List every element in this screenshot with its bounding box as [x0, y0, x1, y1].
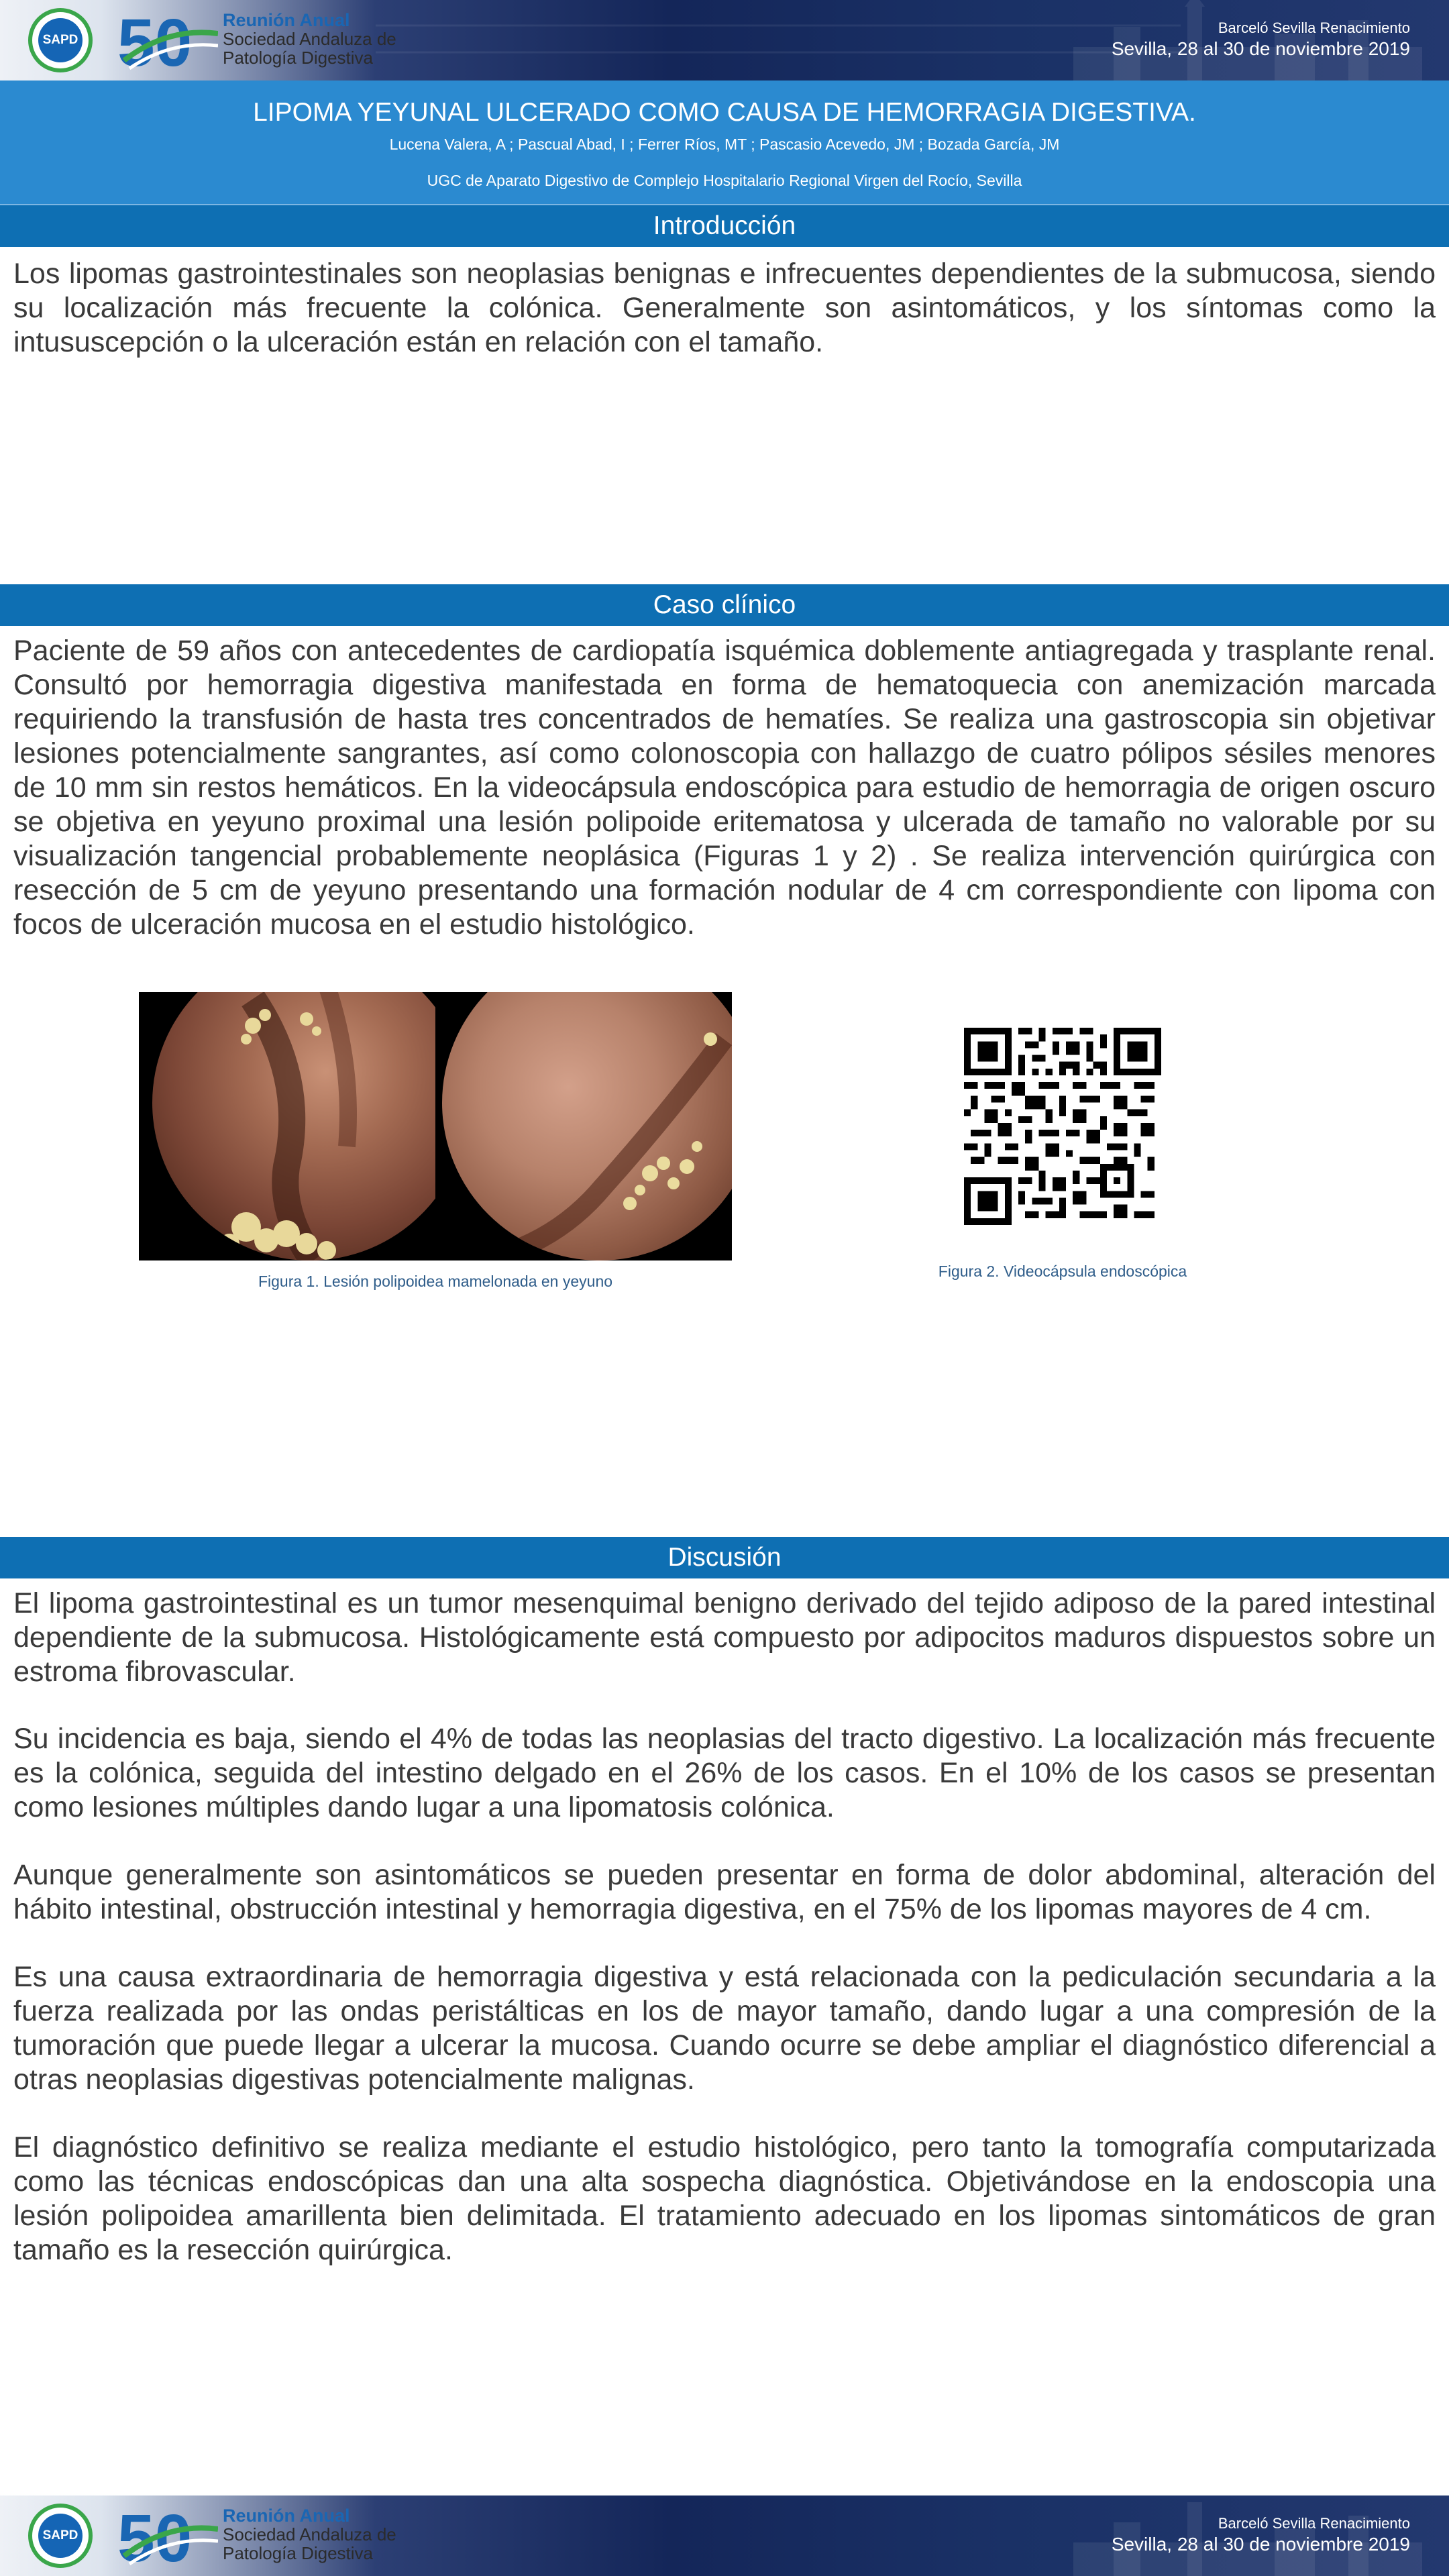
anniversary-number: 50 — [117, 2502, 193, 2569]
poster-authors: Lucena Valera, A ; Pascual Abad, I ; Ferrer Ríos, MT ; Pascasio Acevedo, JM ; Bozada García, JM — [389, 136, 1060, 153]
endoscopy-lens-left — [152, 992, 435, 1260]
sapd-logo-text: SAPD — [38, 18, 83, 62]
discussion-paragraph: El diagnóstico definitivo se realiza mediante el estudio histológico, pero tanto la tomografía computarizada como las técnicas endoscópicas dan una alta sospecha diagnóstica. Objetivándose en la endoscopia una lesión polipoidea amarillenta bien delimitada. El tratamiento adecuado en los lipomas sintomáticos de gran tamaño es la resección quirúrgica. — [13, 2131, 1436, 2266]
mucosa-left-graphic — [152, 992, 435, 1260]
discussion-paragraph: Aunque generalmente son asintomáticos se pueden presentar en forma de dolor abdominal, alteración del hábito intestinal, obstrucción intestinal y hemorragia digestiva, en el 75% de los lipomas mayores de 4 cm. — [13, 1859, 1436, 1925]
venue-dates: Sevilla, 28 al 30 de noviembre 2019 — [1111, 38, 1410, 59]
assoc-line-2: Sociedad Andaluza de — [223, 2524, 396, 2544]
association-name — [223, 11, 396, 67]
endoscopy-view-left — [139, 992, 435, 1260]
discussion-paragraph: Su incidencia es baja, siendo el 4% de todas las neoplasias del tracto digestivo. La localización más frecuente es la colónica, seguida del intestino delgado en el 26% de los casos. En el 10% de los casos se presentan como lesiones múltiples dando lugar a una lipomatosis colónica. — [13, 1723, 1436, 1823]
mucosa-right-graphic — [442, 992, 732, 1260]
discussion-paragraph: Es una causa extraordinaria de hemorragia digestiva y está relacionada con la pediculación secundaria a la fuerza realizada por las ondas peristálticas en los de mayor tamaño, dando lugar a una compresión de la tumoración que puede llegar a ulcerar la mucosa. Cuando ocurre se debe ampliar el diagnóstico diferencial a otras neoplasias digestivas potencialmente malignas. — [13, 1961, 1436, 2096]
venue-dates: Sevilla, 28 al 30 de noviembre 2019 — [1111, 2534, 1410, 2555]
section-heading-intro: Introducción — [0, 205, 1449, 247]
discussion-paragraph: El lipoma gastrointestinal es un tumor mesenquimal benigno derivado del tejido adiposo de la pared intestinal dependiente de la submucosa. Histológicamente está compuesto por adipocitos maduros dispuestos sobre un estroma fibrovascular. — [13, 1587, 1436, 1688]
venue-info — [1112, 2514, 1410, 2556]
venue-info — [1112, 19, 1410, 60]
association-name — [223, 2506, 396, 2563]
intro-text: Los lipomas gastrointestinales son neoplasias benignas e infrecuentes dependientes de la submucosa, siendo su localización más frecuente la colónica. Generalmente son asintomáticos, y los síntomas como la intususcepción o la ulceración están en relación con el tamaño. — [13, 258, 1436, 358]
sapd-logo — [28, 8, 93, 72]
venue-name: Barceló Sevilla Renacimiento — [1218, 19, 1410, 36]
endoscopy-lens-right — [442, 992, 732, 1260]
venue-name: Barceló Sevilla Renacimiento — [1218, 2515, 1410, 2532]
assoc-line-1: Reunión Anual — [223, 10, 350, 30]
figure-1-caption: Figura 1. Lesión polipoidea mamelonada en yeyuno — [258, 1273, 613, 1290]
assoc-line-2: Sociedad Andaluza de — [223, 29, 396, 49]
assoc-line-3: Patología Digestiva — [223, 48, 374, 68]
sapd-logo-text: SAPD — [38, 2514, 83, 2558]
section-heading-discussion: Discusión — [0, 1537, 1449, 1578]
poster-header — [0, 80, 1449, 204]
sapd-logo — [28, 2504, 93, 2568]
case-text: Paciente de 59 años con antecedentes de cardiopatía isquémica doblemente antiagregada y trasplante renal. Consultó por hemorragia digestiva manifestada en forma de hematoquecia con anemización marcada requiriendo la transfusión de hasta tres concentrados de hematíes. Se realiza una gastroscopia sin objetivar lesiones potencialmente sangrantes, así como colonoscopia con hallazgo de cuatro pólipos sésiles menores de 10 mm sin restos hemáticos. En la videocápsula endoscópica para estudio de hemorragia de origen oscuro se objetiva en yeyuno proximal una lesión polipoide eritematosa y ulcerada de tamaño no valorable por su visualización tangencial probablemente neoplásica (Figuras 1 y 2) . Se realiza intervención quirúrgica con resección de 5 cm de yeyuno presentando una formación nodular de 4 cm correspondiente con lipoma con focos de ulceración mucosa en el estudio histológico. — [13, 635, 1436, 941]
assoc-line-3: Patología Digestiva — [223, 2543, 374, 2563]
top-banner — [0, 0, 1449, 80]
anniversary-number: 50 — [117, 7, 193, 74]
anniversary-50-logo — [117, 2502, 218, 2569]
figure-2-caption: Figura 2. Videocápsula endoscópica — [938, 1263, 1187, 1280]
poster-affiliation: UGC de Aparato Digestivo de Complejo Hospitalario Regional Virgen del Rocío, Sevilla — [427, 172, 1022, 189]
endoscopy-view-right — [435, 992, 732, 1260]
poster-title: LIPOMA YEYUNAL ULCERADO COMO CAUSA DE HEMORRAGIA DIGESTIVA. — [253, 98, 1196, 127]
assoc-line-1: Reunión Anual — [223, 2506, 350, 2526]
bottom-banner — [0, 2496, 1449, 2576]
section-heading-case: Caso clínico — [0, 584, 1449, 626]
figure-1-endoscopy-image — [139, 992, 732, 1260]
anniversary-50-logo — [117, 7, 218, 74]
figure-2-qr-code — [964, 1028, 1161, 1225]
